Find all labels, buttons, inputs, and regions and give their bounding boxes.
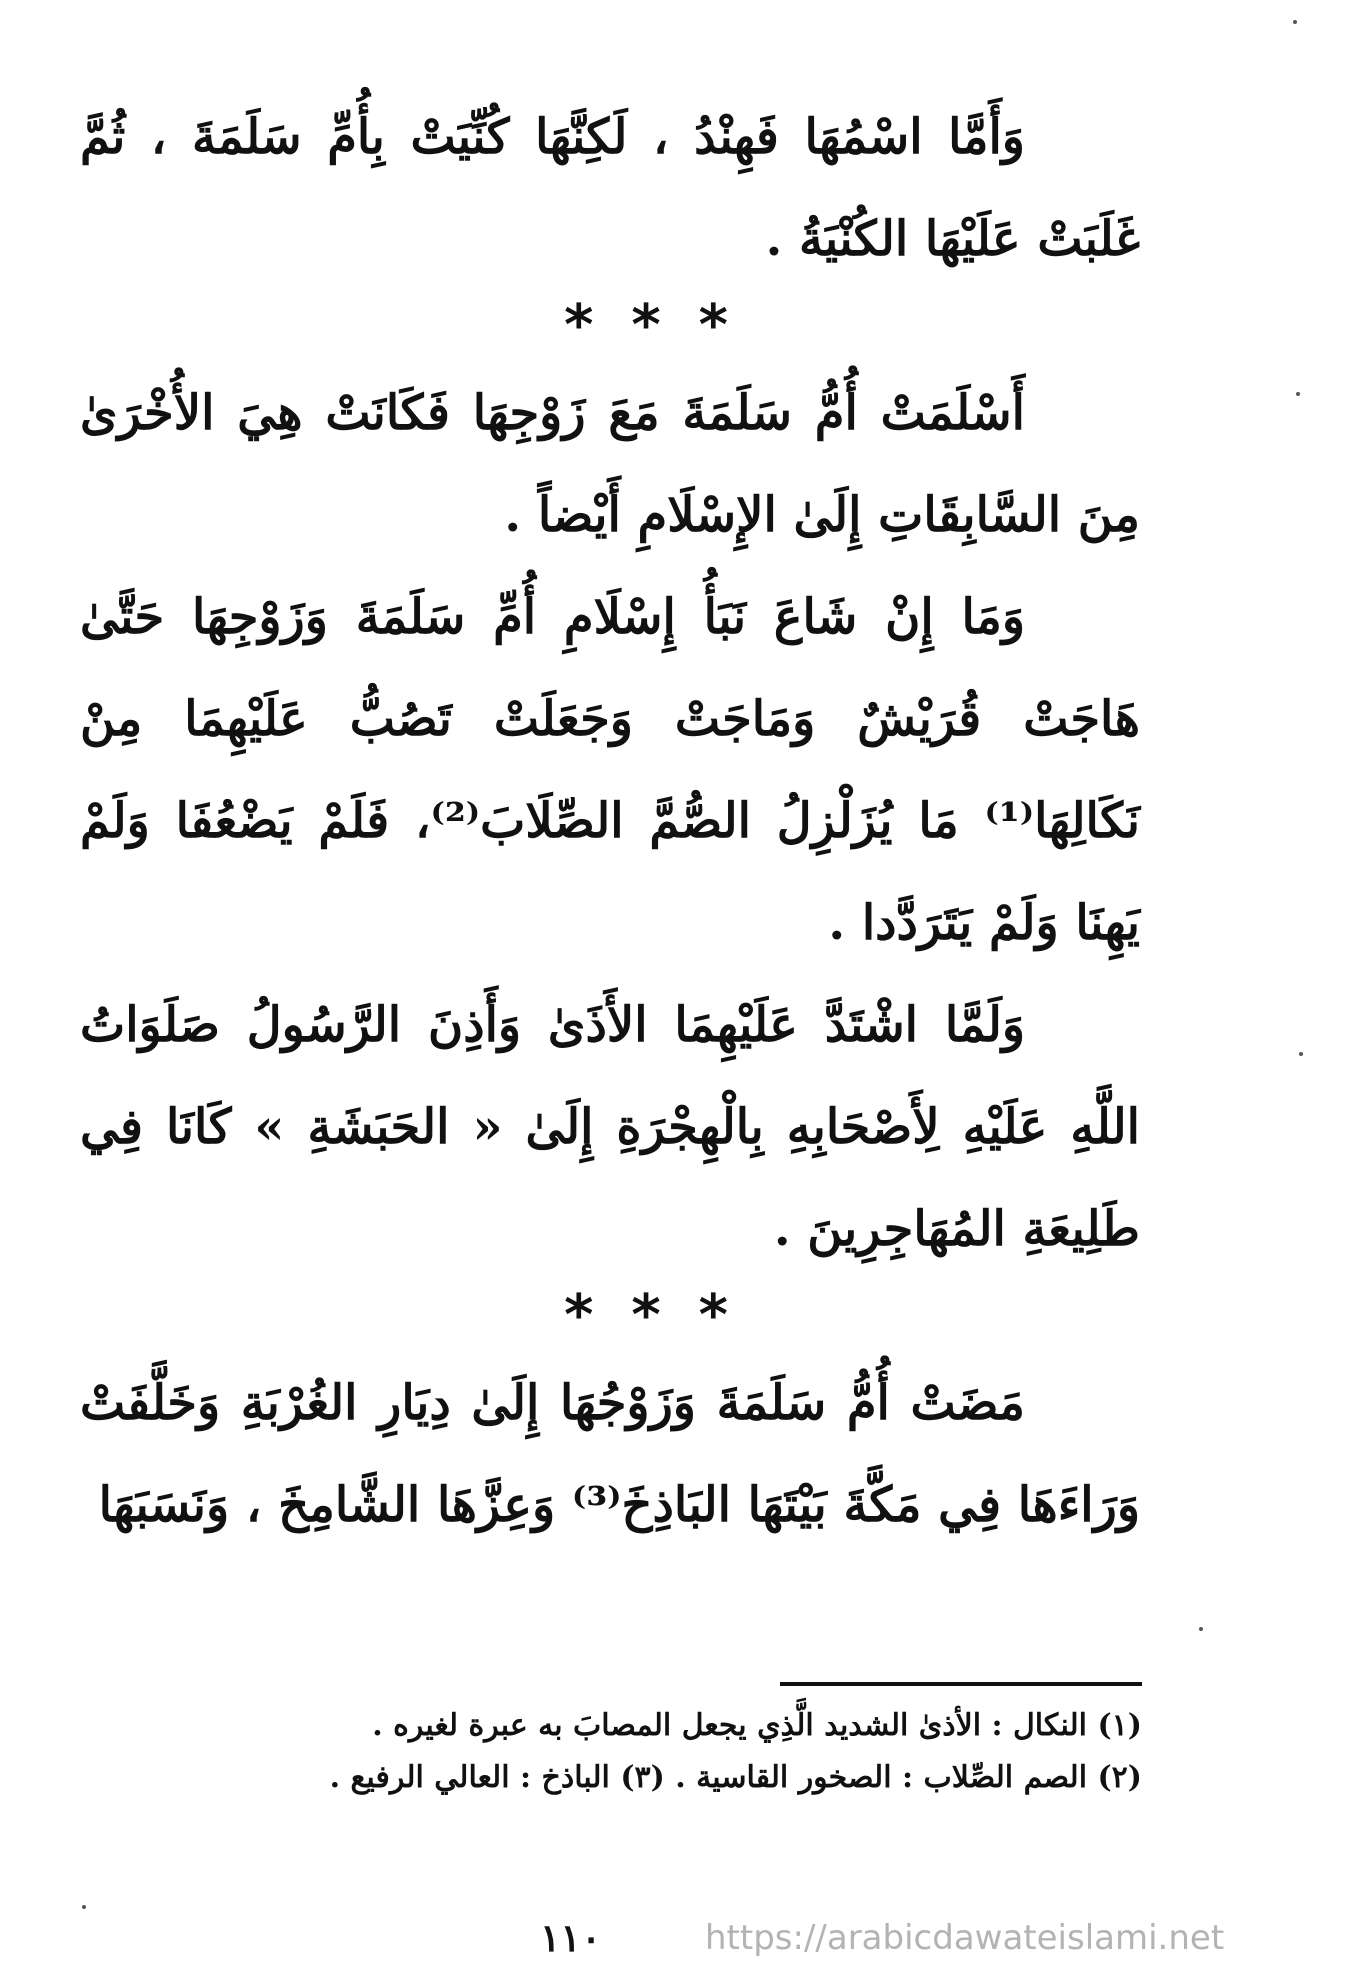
paragraph-quraysh-persecution: وَمَا إِنْ شَاعَ نَبَأُ إِسْلَامِ أُمِّ سَلَمَةَ وَزَوْجِهَا حَتَّىٰ هَاجَتْ قُرَيْشٌ وَمَاجَتْ وَجَعَلَتْ تَصُبُّ عَلَيْهِمَا مِنْ نَكَالِهَا⁽¹⁾ مَا يُزَلْزِلُ الصُّمَّ الصِّلَابَ⁽²⁾، فَلَمْ يَضْعُفَا وَلَمْ يَهِنَا وَلَمْ يَتَرَدَّدا .	[80, 589, 1141, 951]
paragraph-departure: مَضَتْ أُمُّ سَلَمَةَ وَزَوْجُهَا إِلَىٰ دِيَارِ الغُرْبَةِ وَخَلَّفَتْ وَرَاءَهَا فِي مَكَّةَ بَيْتَهَا البَاذِخَ⁽³⁾ وَعِزَّهَا الشَّامِخَ ، وَنَسَبَهَا	[80, 1375, 1140, 1533]
footnotes	[80, 1700, 1142, 1804]
scan-speck	[1299, 1052, 1303, 1056]
footnote-divider	[780, 1682, 1142, 1686]
main-text	[80, 86, 1140, 1556]
scan-speck	[1296, 392, 1300, 396]
section-separator-stars-2: ***	[564, 1283, 766, 1348]
page-number: ١١٠	[540, 1915, 602, 1960]
paragraph-hind-name: وَأَمَّا اسْمُهَا فَهِنْدُ ، لَكِنَّهَا كُنِّيَتْ بِأُمِّ سَلَمَةَ ، ثُمَّ غَلَبَتْ عَلَيْهَا الكُنْيَةُ .	[80, 109, 1140, 267]
paragraph-hijra-abyssinia: وَلَمَّا اشْتَدَّ عَلَيْهِمَا الأَذَىٰ وَأَذِنَ الرَّسُولُ صَلَوَاتُ اللَّهِ عَلَيْهِ لِأَصْحَابِهِ بِالْهِجْرَةِ إِلَىٰ « الحَبَشَةِ » كَانَا فِي طَلِيعَةِ المُهَاجِرِينَ .	[80, 997, 1140, 1257]
scan-speck	[1293, 20, 1297, 24]
scan-speck	[82, 1905, 86, 1909]
section-separator-stars: ***	[564, 293, 766, 358]
scan-speck	[1199, 1627, 1203, 1631]
footnote-1: (١) النكال : الأذىٰ الشديد الَّذِي يجعل المصابَ به عبرة لغيره .	[372, 1708, 1142, 1743]
paragraph-conversion: أَسْلَمَتْ أُمُّ سَلَمَةَ مَعَ زَوْجِهَا فَكَانَتْ هِيَ الأُخْرَىٰ مِنَ السَّابِقَاتِ إِلَىٰ الإِسْلَامِ أَيْضاً .	[80, 385, 1140, 543]
footnote-2-3: (٢) الصم الصِّلاب : الصخور القاسية . (٣) الباذخ : العالي الرفيع .	[329, 1760, 1142, 1795]
watermark-url: https://arabicdawateislami.net	[705, 1918, 1225, 1958]
